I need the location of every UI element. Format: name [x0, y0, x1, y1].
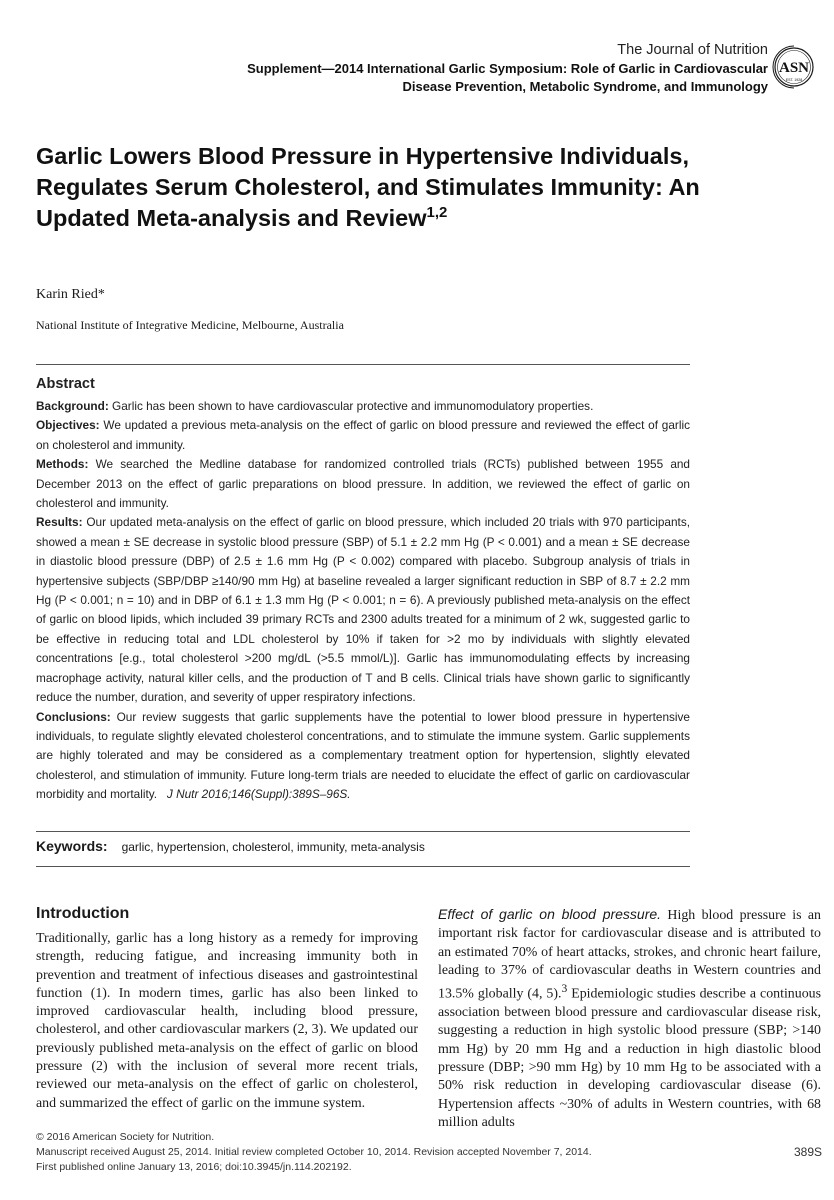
article-title — [36, 141, 736, 234]
abstract-background — [36, 397, 690, 416]
abstract-conclusions-label: Conclusions: — [36, 709, 111, 724]
keywords-label: Keywords: — [36, 838, 108, 854]
abstract-section — [36, 374, 690, 805]
abstract-results-label: Results: — [36, 515, 83, 530]
blood-pressure-text-1: High blood pressure is an important risk factor for cardiovascular disease and is attributed to an estimated 70% of heart attacks, strokes, and chronic heart failure, leading to 37% of cardiovascular deaths in Western countries and 13.5% globally (4, 5). — [438, 908, 821, 1002]
blood-pressure-paragraph — [438, 905, 821, 1132]
abstract-conclusions — [36, 708, 690, 805]
asn-logo-subtext: EST. 1928 — [785, 78, 803, 82]
keywords-row — [36, 838, 425, 854]
keywords-bottom-divider — [36, 866, 690, 867]
abstract-background-label: Background: — [36, 399, 109, 413]
supplement-title — [158, 60, 768, 96]
title-footnote-marks[interactable]: 1,2 — [426, 204, 448, 221]
blood-pressure-text-2: Epidemiologic studies describe a continuous association between blood pressure and cardiovascular disease risk, suggesting a reduction in high systolic blood pressure (SBP; >140 mm Hg) by 20 mm Hg and a reduction in high diastolic blood pressure (DBP; >90 mm Hg) by 10 mm Hg to be associated with a 50% risk reduction in developing cardiovascular disease (6). Hypertension affects ~30% of adults in Western countries, with 68 million adults — [438, 986, 821, 1130]
journal-name: The Journal of Nutrition — [617, 42, 768, 58]
supplement-line-2: Disease Prevention, Metabolic Syndrome, and Immunology — [402, 79, 768, 94]
supplement-line-1: Supplement—2014 International Garlic Symposium: Role of Garlic in Cardiovascular — [247, 61, 768, 76]
keywords-top-divider — [36, 831, 690, 832]
abstract-objectives-text: We updated a previous meta-analysis on the effect of garlic on blood pressure and reviewed the effect of garlic on cholesterol and immunity. — [36, 418, 690, 452]
blood-pressure-section — [438, 905, 821, 1132]
introduction-heading: Introduction — [36, 905, 130, 922]
introduction-paragraph: Traditionally, garlic has a long history as a remedy for improving strength, reducing fatigue, and increasing immunity both in prevention and treatment of infectious diseases and gastrointestinal function (1). In modern times, garlic has also been linked to improved cardiovascular health, including blood pressure, cholesterol, and other cardiovascular markers (2, 3). We updated our previously published meta-analysis on the effect of garlic on blood pressure (2) with the inclusion of several more recent trials, reviewed our meta-analysis on the effect of garlic on cholesterol, and summarized the effect of garlic on the immune system. — [36, 931, 418, 1111]
blood-pressure-run-in-heading: Effect of garlic on blood pressure. — [438, 906, 662, 922]
abstract-heading: Abstract — [36, 376, 95, 392]
manuscript-info: Manuscript received August 25, 2014. Initial review completed October 10, 2014. Revision accepted November 7, 2014. — [36, 1146, 592, 1158]
article-title-text: Garlic Lowers Blood Pressure in Hypertensive Individuals, Regulates Serum Cholesterol, and Stimulates Immunity: An Updated Meta-analysis and Review — [36, 143, 700, 231]
footnote-marker-3[interactable]: 3 — [561, 982, 568, 996]
asn-logo-icon — [772, 44, 816, 92]
abstract-objectives-label: Objectives: — [36, 418, 100, 433]
author-name: Karin Ried* — [36, 287, 105, 302]
introduction-section — [36, 904, 418, 1113]
abstract-conclusions-text: Our review suggests that garlic supplements have the potential to lower blood pressure in hypertensive individuals, to regulate slightly elevated cholesterol concentrations, and to stimulate the immune system. Garlic supplements are highly tolerated and may be considered as a complementary treatment option for hypertension, slightly elevated cholesterol, and stimulation of immunity. Future long-term trials are needed to elucidate the effect of garlic on cardiovascular morbidity and mortality. — [36, 709, 690, 802]
abstract-methods-label: Methods: — [36, 457, 89, 472]
abstract-results — [36, 513, 690, 707]
asn-logo-text: ASN — [778, 60, 810, 76]
abstract-methods-text: We searched the Medline database for randomized controlled trials (RCTs) published between 1955 and December 2013 on the effect of garlic preparations on blood pressure. In addition, we reviewed the effect of garlic on cholesterol and immunity. — [36, 457, 690, 511]
abstract-background-text: Garlic has been shown to have cardiovascular protective and immunomodulatory properties. — [108, 399, 594, 413]
abstract-methods — [36, 455, 690, 513]
page-footer — [36, 1130, 822, 1175]
journal-citation: J Nutr 2016;146(Suppl):389S–96S. — [166, 787, 351, 802]
abstract-objectives — [36, 416, 690, 455]
abstract-top-divider — [36, 364, 690, 365]
keywords-text: garlic, hypertension, cholesterol, immunity, meta-analysis — [121, 840, 425, 854]
author-affiliation: National Institute of Integrative Medicine, Melbourne, Australia — [36, 318, 344, 332]
publication-info: First published online January 13, 2016; doi:10.3945/jn.114.202192. — [36, 1161, 352, 1173]
page-number: 389S — [793, 1145, 822, 1159]
abstract-results-text: Our updated meta-analysis on the effect of garlic on blood pressure, which included 20 trials with 970 participants, showed a mean ± SE decrease in systolic blood pressure (SBP) of 5.1 ± 2.2 mm Hg (P < 0.001) and a mean ± SE decrease in diastolic blood pressure (DBP) of 2.5 ± 1.6 mm Hg (P < 0.002) compared with placebo. Subgroup analysis of trials in hypertensive subjects (SBP/DBP ≥140/90 mm Hg) at baseline revealed a larger significant reduction in SBP of 8.7 ± 2.2 mm Hg (P < 0.001; n = 10) and in DBP of 6.1 ± 1.3 mm Hg (P < 0.001; n = 6). A previously published meta-analysis on the effect of garlic on blood lipids, which included 39 primary RCTs and 2300 adults treated for a minimum of 2 wk, suggested garlic to be effective in reducing total and LDL cholesterol by 10% if taken for >2 mo by individuals with slightly elevated concentrations [e.g., total cholesterol >200 mg/dL (>5.5 mmol/L)]. Garlic has immunomodulating effects by increasing macrophage activity, natural killer cells, and the production of T and B cells. Clinical trials have shown garlic to significantly reduce the number, duration, and severity of upper respiratory infections. — [36, 515, 690, 705]
copyright-notice: © 2016 American Society for Nutrition. — [36, 1131, 215, 1143]
